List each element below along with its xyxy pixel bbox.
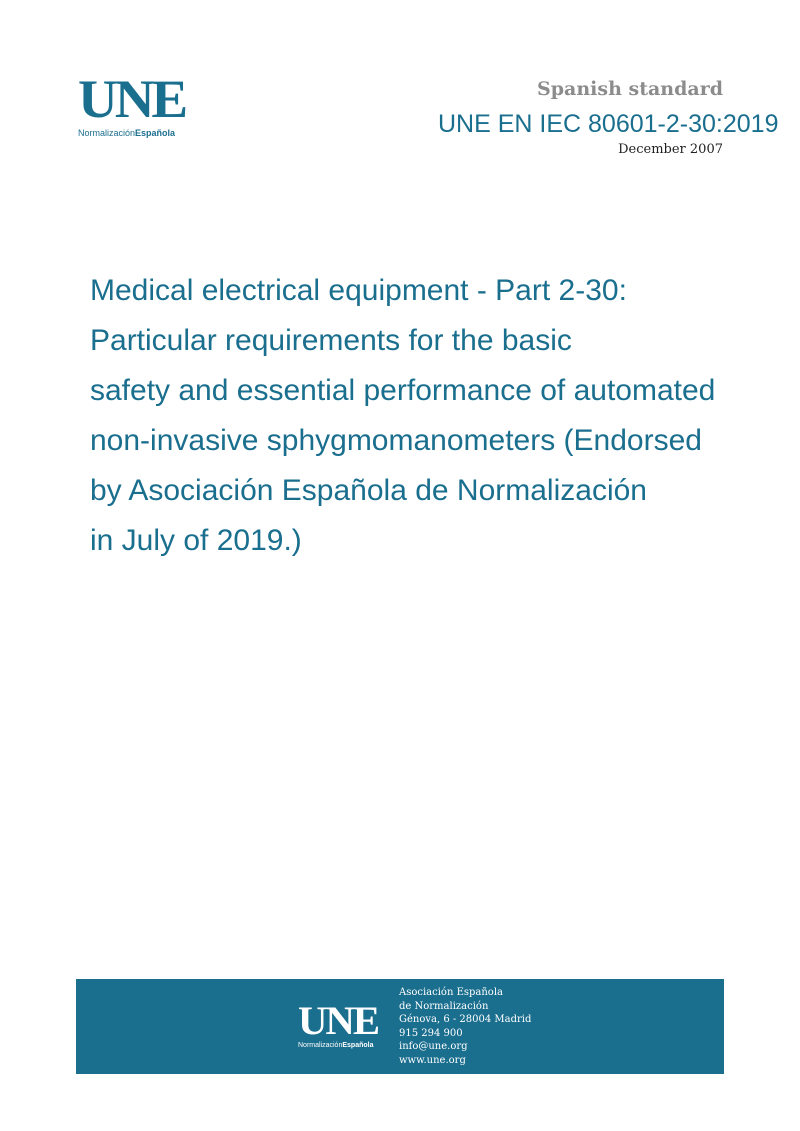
- footer-logo-tagline-regular: Normalización: [298, 1042, 343, 1049]
- standard-kind: Spanish standard: [537, 78, 723, 100]
- title-line: safety and essential performance of automated: [90, 374, 716, 407]
- document-title: [90, 266, 780, 566]
- logo-tagline-bold: Española: [135, 128, 176, 138]
- org-name-line: de Normalización: [399, 1000, 489, 1012]
- title-line: Medical electrical equipment - Part 2-30:: [90, 274, 627, 307]
- footer-logo-mark: UNE: [298, 998, 379, 1043]
- title-line: non-invasive sphygmomanometers (Endorsed: [90, 424, 702, 457]
- address-line: Génova, 6 - 28004 Madrid: [399, 1014, 532, 1026]
- logo-tagline: [78, 128, 194, 138]
- email-link[interactable]: info@une.org: [399, 1041, 468, 1053]
- standard-code: UNE EN IEC 80601-2-30:2019: [438, 110, 779, 138]
- website-link[interactable]: www.une.org: [399, 1054, 466, 1066]
- title-line: by Asociación Española de Normalización: [90, 474, 647, 507]
- title-line: Particular requirements for the basic: [90, 324, 572, 357]
- footer-logo-tagline: [298, 1042, 388, 1049]
- une-logo: [78, 69, 194, 138]
- logo-mark: UNE: [78, 69, 186, 129]
- footer-contact-info: [399, 986, 531, 1068]
- org-name-line: Asociación Española: [399, 987, 503, 998]
- logo-tagline-regular: Normalización: [78, 128, 136, 138]
- title-line: in July of 2019.): [90, 524, 302, 557]
- standard-date: December 2007: [618, 142, 723, 157]
- phone-number: 915 294 900: [399, 1027, 463, 1039]
- footer-band: [76, 979, 724, 1074]
- footer-une-logo: [298, 998, 388, 1049]
- footer-logo-tagline-bold: Española: [342, 1042, 374, 1049]
